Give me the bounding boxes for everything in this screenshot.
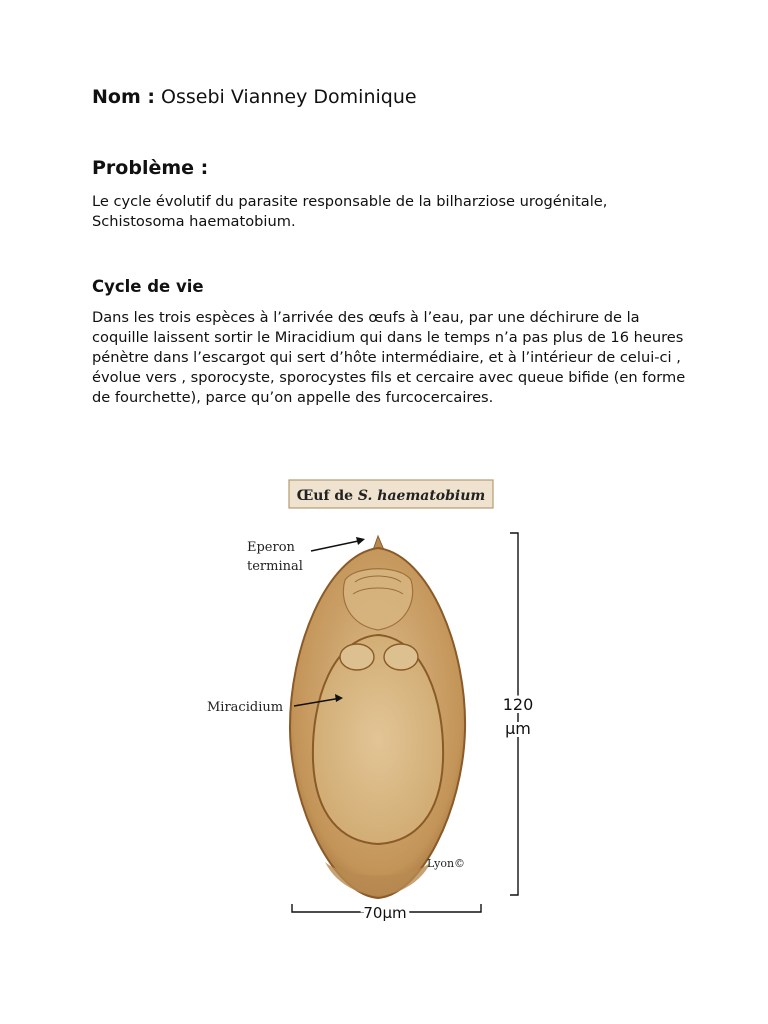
name-line <box>92 85 417 109</box>
label-eperon-1: Eperon <box>247 540 295 555</box>
figure-title-prefix: Œuf de <box>296 488 358 504</box>
gland-right <box>384 644 418 670</box>
cycle-paragraph: Dans les trois espèces à l’arrivée des œufs à l’eau, par une déchirure de la coquille laissent sortir le Miracidium qui dans le temps n’a pas plus de 16 heures pénètre dans l’escargot qui sert d’hôte intermédiaire, et à l’intérieur de celui-ci , évolue vers , sporocyste, sporocystes fils et cercaire avec queue bifide (en forme de fourchette), parce qu’on appelle des furcocercaires. <box>92 309 686 406</box>
width-label: 70µm <box>363 904 407 922</box>
miracidium-body <box>313 635 443 844</box>
figure-credit: Lyon© <box>427 857 466 870</box>
name-value: Ossebi Vianney Dominique <box>161 86 417 108</box>
length-bracket <box>510 533 518 895</box>
egg-illustration <box>195 470 555 930</box>
problem-paragraph: Le cycle évolutif du parasite responsable de la bilharziose urogénitale, Schistosoma haematobium. <box>92 193 608 230</box>
length-unit: µm <box>505 719 531 738</box>
figure-title <box>297 488 485 504</box>
figure-title-italic: S. haematobium <box>357 488 486 504</box>
cycle-heading: Cycle de vie <box>92 277 204 296</box>
arrow-eperon <box>311 540 363 551</box>
length-value: 120 <box>502 695 534 714</box>
label-miracidium: Miracidium <box>207 700 284 715</box>
problem-heading: Problème : <box>92 157 209 179</box>
egg-figure <box>195 470 555 930</box>
name-label: Nom : <box>92 86 155 108</box>
gland-left <box>340 644 374 670</box>
label-eperon-2: terminal <box>247 559 303 574</box>
